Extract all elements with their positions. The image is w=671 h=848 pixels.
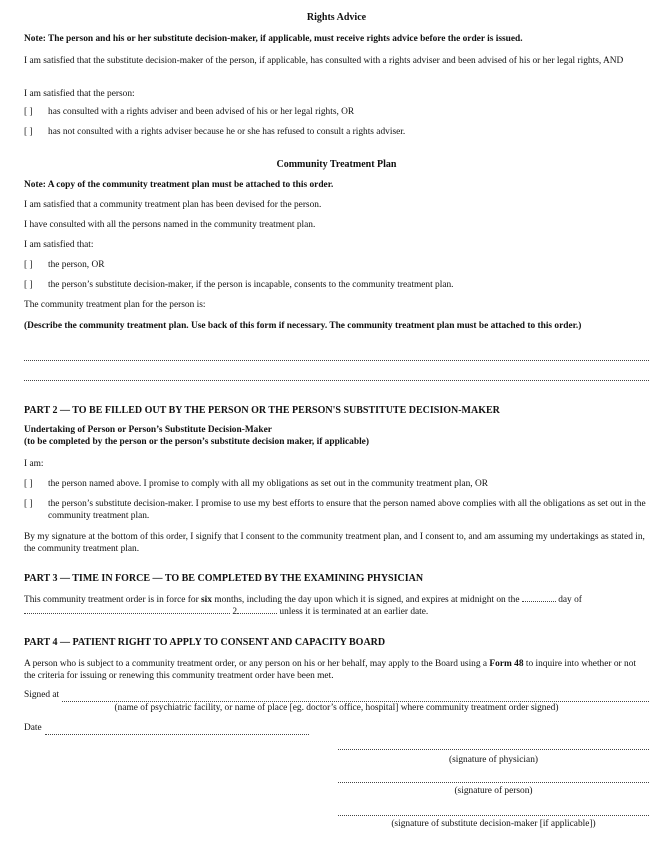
ctp-title: Community Treatment Plan: [276, 159, 397, 170]
part-3-line-2-end: unless it is terminated at an earlier date.: [279, 607, 429, 617]
ctp-paragraph-3: I am satisfied that:: [24, 240, 94, 250]
part-4-text-start: A person who is subject to a community treatment order, or any person on his or her behalf, may apply to the Board using a: [24, 659, 490, 669]
part-2-subheading-note: (to be completed by the person or the person’s substitute decision maker, if applicable): [24, 437, 369, 447]
part-2-option-1[interactable]: [24, 479, 649, 491]
date-row: [24, 723, 309, 735]
part-2-heading: PART 2 — TO BE FILLED OUT BY THE PERSON OR THE PERSON'S SUBSTITUTE DECISION-MAKER: [24, 405, 500, 416]
ctp-description-line-2[interactable]: [24, 380, 649, 381]
checkbox[interactable]: [ ]: [24, 479, 33, 489]
sdm-signature-caption: (signature of substitute decision-maker [if applicable]): [391, 819, 596, 829]
person-signature-caption: (signature of person): [454, 786, 533, 796]
ctp-note: Note: A copy of the community treatment plan must be attached to this order.: [24, 180, 334, 190]
option-label: the person’s substitute decision-maker, if the person is incapable, consents to the community treatment plan.: [48, 280, 454, 290]
part-3-line-2: [24, 607, 649, 619]
part-2-subheading: Undertaking of Person or Person’s Substitute Decision-Maker: [24, 425, 272, 435]
date-label: Date: [24, 723, 42, 733]
part-3-day-of: day of: [558, 595, 582, 605]
checkbox[interactable]: [ ]: [24, 280, 33, 290]
sdm-signature-line[interactable]: [338, 803, 649, 816]
ctp-paragraph-4: The community treatment plan for the person is:: [24, 300, 206, 310]
ctp-option-2[interactable]: [24, 280, 649, 292]
physician-signature-line[interactable]: [338, 737, 649, 750]
checkbox[interactable]: [ ]: [24, 499, 33, 509]
form-48-reference: Form 48: [489, 659, 524, 669]
part-3-text-end: months, including the day upon which it is signed, and expires at midnight on the: [211, 595, 520, 605]
part-2-signature-statement: By my signature at the bottom of this order, I signify that I consent to the community treatment plan, and I consent to, and am assuming my undertakings as stated in, the community treatment plan.: [24, 532, 645, 554]
rights-advice-title: Rights Advice: [306, 12, 367, 23]
signed-at-field[interactable]: [62, 692, 649, 702]
date-field[interactable]: [45, 725, 309, 735]
part-3-line-1: [24, 595, 649, 607]
ctp-paragraph-2: I have consulted with all the persons named in the community treatment plan.: [24, 220, 316, 230]
part-2-option-2[interactable]: [24, 499, 649, 523]
rights-advice-note: Note: The person and his or her substitute decision-maker, if applicable, must receive rights advice before the order is issued.: [24, 34, 523, 44]
part-2-i-am: I am:: [24, 459, 44, 469]
checkbox[interactable]: [ ]: [24, 260, 33, 270]
ctp-option-1[interactable]: [24, 260, 649, 272]
checkbox[interactable]: [ ]: [24, 127, 33, 137]
option-label: the person’s substitute decision-maker. I promise to use my best efforts to ensure that the person named above complies with all the obligations as set out in the community treatment plan.: [48, 499, 646, 521]
checkbox[interactable]: [ ]: [24, 107, 33, 117]
part-3-year-prefix: 2: [232, 607, 238, 617]
part-3-six-months: six: [201, 595, 212, 605]
rights-advice-paragraph-1: I am satisfied that the substitute decision-maker of the person, if applicable, has consulted with a rights adviser and been advised of his or her legal rights, AND: [24, 56, 624, 66]
expiry-day-field[interactable]: [522, 601, 556, 602]
physician-signature-caption: (signature of physician): [448, 755, 539, 765]
option-label: has not consulted with a rights adviser because he or she has refused to consult a rights adviser.: [48, 127, 406, 137]
expiry-year-field[interactable]: [237, 613, 277, 614]
ctp-describe-instructions: (Describe the community treatment plan. Use back of this form if necessary. The community treatment plan must be attached to this order.): [24, 321, 582, 331]
part-3-heading: PART 3 — TIME IN FORCE — TO BE COMPLETED BY THE EXAMINING PHYSICIAN: [24, 573, 424, 584]
option-label: the person, OR: [48, 260, 105, 270]
ctp-description-line-1[interactable]: [24, 360, 649, 361]
rights-advice-paragraph-2: I am satisfied that the person:: [24, 89, 135, 99]
rights-advice-option-1[interactable]: [24, 107, 649, 119]
option-label: the person named above. I promise to comply with all my obligations as set out in the community treatment plan, OR: [48, 479, 489, 489]
option-label: has consulted with a rights adviser and been advised of his or her legal rights, OR: [48, 107, 355, 117]
ctp-paragraph-1: I am satisfied that a community treatment plan has been devised for the person.: [24, 200, 322, 210]
signed-at-label: Signed at: [24, 690, 60, 700]
signed-at-caption: (name of psychiatric facility, or name of place [eg. doctor’s office, hospital] where community treatment order signed): [114, 703, 559, 713]
part-3-text-start: This community treatment order is in force for: [24, 595, 202, 605]
part-4-text-end: to inquire into whether or not the criteria for issuing or renewing this community treatment order have been met.: [24, 659, 636, 681]
part-4-heading: PART 4 — PATIENT RIGHT TO APPLY TO CONSENT AND CAPACITY BOARD: [24, 637, 386, 648]
signed-at-row: [24, 690, 649, 702]
person-signature-line[interactable]: [338, 770, 649, 783]
expiry-month-field[interactable]: [24, 613, 230, 614]
rights-advice-option-2[interactable]: [24, 127, 649, 139]
part-4-paragraph: [24, 659, 649, 683]
